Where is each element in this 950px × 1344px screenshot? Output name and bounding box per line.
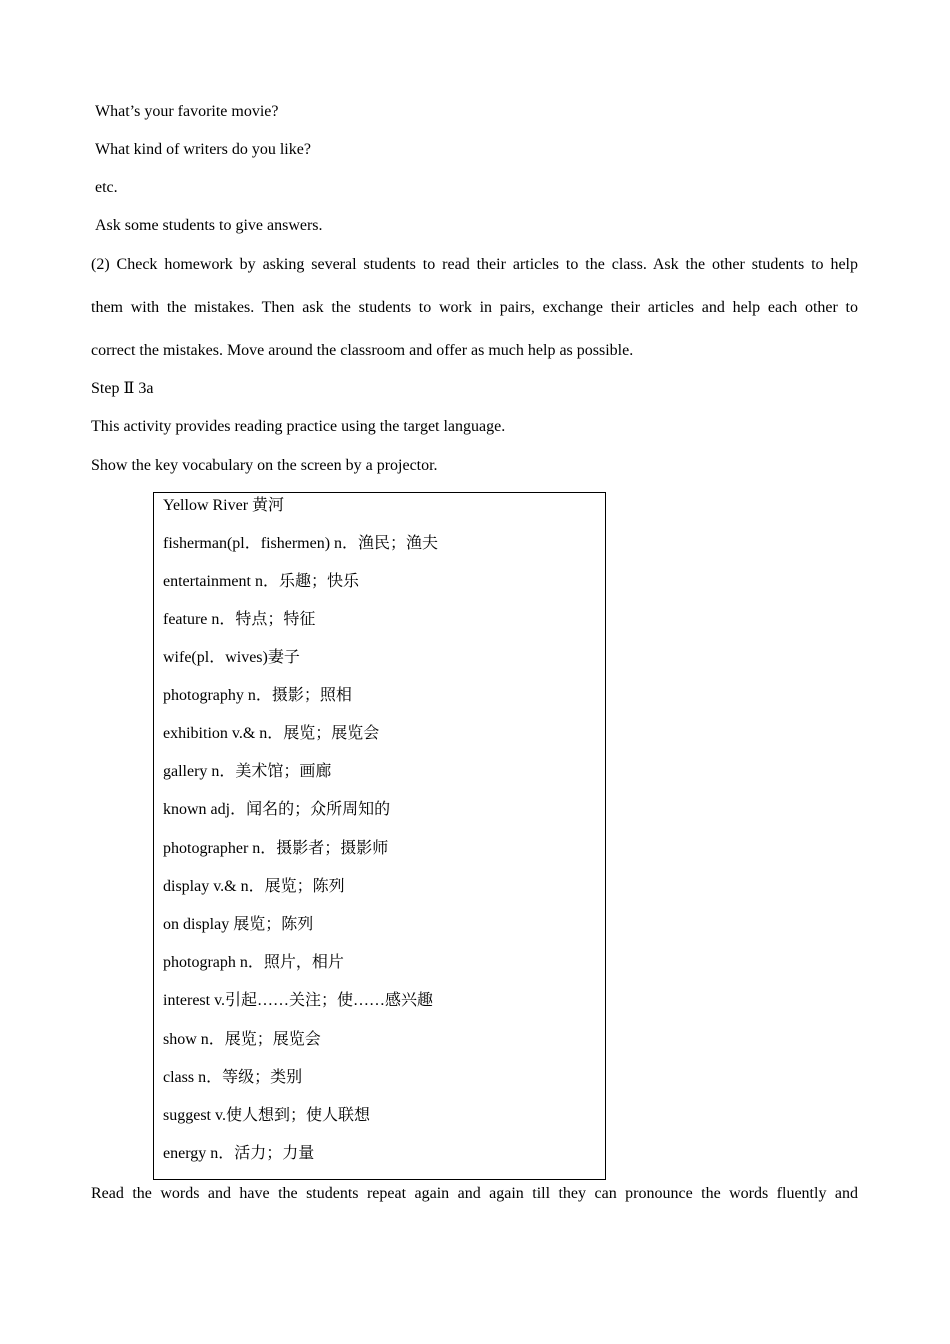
vocab-item: class n．等级；类别 — [163, 1069, 303, 1086]
paragraph-line: correct the mistakes. Move around the classroom and offer as much help as possible. — [91, 342, 634, 359]
vocab-item: interest v.引起……关注；使……感兴趣 — [163, 992, 434, 1009]
vocab-item: fisherman(pl．fishermen) n．渔民；渔夫 — [163, 535, 439, 552]
vocab-item: exhibition v.& n．展览；展览会 — [163, 725, 380, 742]
vocab-item: known adj．闻名的；众所周知的 — [163, 801, 391, 818]
vocab-item: display v.& n．展览；陈列 — [163, 878, 345, 895]
paragraph-line: Read the words and have the students repeat again and again till they can pronounce the words fluently and — [91, 1185, 858, 1202]
vocab-item: photography n．摄影；照相 — [163, 687, 352, 704]
vocab-item: on display 展览；陈列 — [163, 916, 314, 933]
vocab-item: photographer n．摄影者；摄影师 — [163, 840, 389, 857]
vocab-item: suggest v.使人想到；使人联想 — [163, 1107, 370, 1124]
vocab-item: wife(pl．wives)妻子 — [163, 649, 300, 666]
vocab-instruction: Show the key vocabulary on the screen by a projector. — [91, 457, 438, 474]
step-heading: Step Ⅱ 3a — [91, 380, 154, 397]
question-line: etc. — [95, 179, 118, 196]
question-line: What’s your favorite movie? — [95, 103, 279, 120]
question-line: What kind of writers do you like? — [95, 141, 311, 158]
vocab-item: Yellow River 黄河 — [163, 497, 285, 514]
paragraph-line: (2) Check homework by asking several students to read their articles to the class. Ask the other students to help — [91, 256, 858, 273]
vocabulary-box — [153, 492, 606, 1180]
vocab-item: gallery n．美术馆；画廊 — [163, 763, 332, 780]
vocab-item: energy n．活力；力量 — [163, 1145, 315, 1162]
paragraph-line: them with the mistakes. Then ask the students to work in pairs, exchange their articles and help each other to — [91, 299, 858, 316]
vocab-item: show n．展览；展览会 — [163, 1031, 321, 1048]
vocab-item: feature n．特点；特征 — [163, 611, 316, 628]
activity-description: This activity provides reading practice using the target language. — [91, 418, 506, 435]
instruction-line: Ask some students to give answers. — [95, 217, 323, 234]
vocab-item: photograph n．照片，相片 — [163, 954, 344, 971]
vocab-item: entertainment n．乐趣；快乐 — [163, 573, 359, 590]
